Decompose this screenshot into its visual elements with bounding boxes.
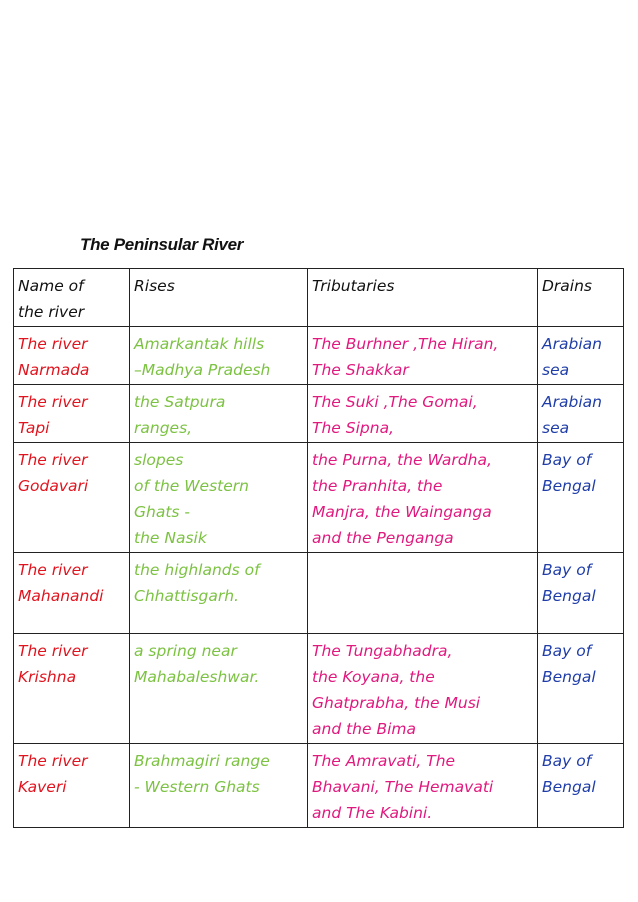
tributaries-cell: The Tungabhadra, the Koyana, the Ghatprabha, the Musi and the Bima (308, 634, 538, 744)
tributaries-cell: The Burhner ,The Hiran, The Shakkar (308, 327, 538, 385)
drains-cell: Bay of Bengal (538, 553, 624, 634)
table-row (14, 744, 624, 828)
river-name-cell: The river Kaveri (14, 744, 130, 828)
table-row (14, 443, 624, 553)
tributaries-cell: the Purna, the Wardha, the Pranhita, the Manjra, the Wainganga and the Penganga (308, 443, 538, 553)
drains-cell: Bay of Bengal (538, 443, 624, 553)
river-name-cell: The river Mahanandi (14, 553, 130, 634)
tributaries-cell: The Amravati, The Bhavani, The Hemavati and The Kabini. (308, 744, 538, 828)
rises-cell: the highlands of Chhattisgarh. (130, 553, 308, 634)
tributaries-cell (308, 553, 538, 634)
header-drains: Drains (538, 269, 624, 327)
page-title: The Peninsular River (80, 235, 244, 254)
river-name-cell: The river Narmada (14, 327, 130, 385)
drains-cell: Bay of Bengal (538, 744, 624, 828)
rises-cell: slopes of the Western Ghats - the Nasik (130, 443, 308, 553)
tributaries-cell: The Suki ,The Gomai, The Sipna, (308, 385, 538, 443)
table-row (14, 634, 624, 744)
table-row (14, 327, 624, 385)
rises-cell: a spring near Mahabaleshwar. (130, 634, 308, 744)
drains-cell: Arabian sea (538, 327, 624, 385)
table-row (14, 385, 624, 443)
table-header-row (14, 269, 624, 327)
header-name: Name of the river (14, 269, 130, 327)
header-tributaries: Tributaries (308, 269, 538, 327)
rises-cell: Brahmagiri range - Western Ghats (130, 744, 308, 828)
header-rises: Rises (130, 269, 308, 327)
drains-cell: Arabian sea (538, 385, 624, 443)
rises-cell: Amarkantak hills –Madhya Pradesh (130, 327, 308, 385)
river-name-cell: The river Tapi (14, 385, 130, 443)
table-row (14, 553, 624, 634)
rises-cell: the Satpura ranges, (130, 385, 308, 443)
rivers-table (13, 268, 624, 828)
drains-cell: Bay of Bengal (538, 634, 624, 744)
river-name-cell: The river Krishna (14, 634, 130, 744)
river-name-cell: The river Godavari (14, 443, 130, 553)
